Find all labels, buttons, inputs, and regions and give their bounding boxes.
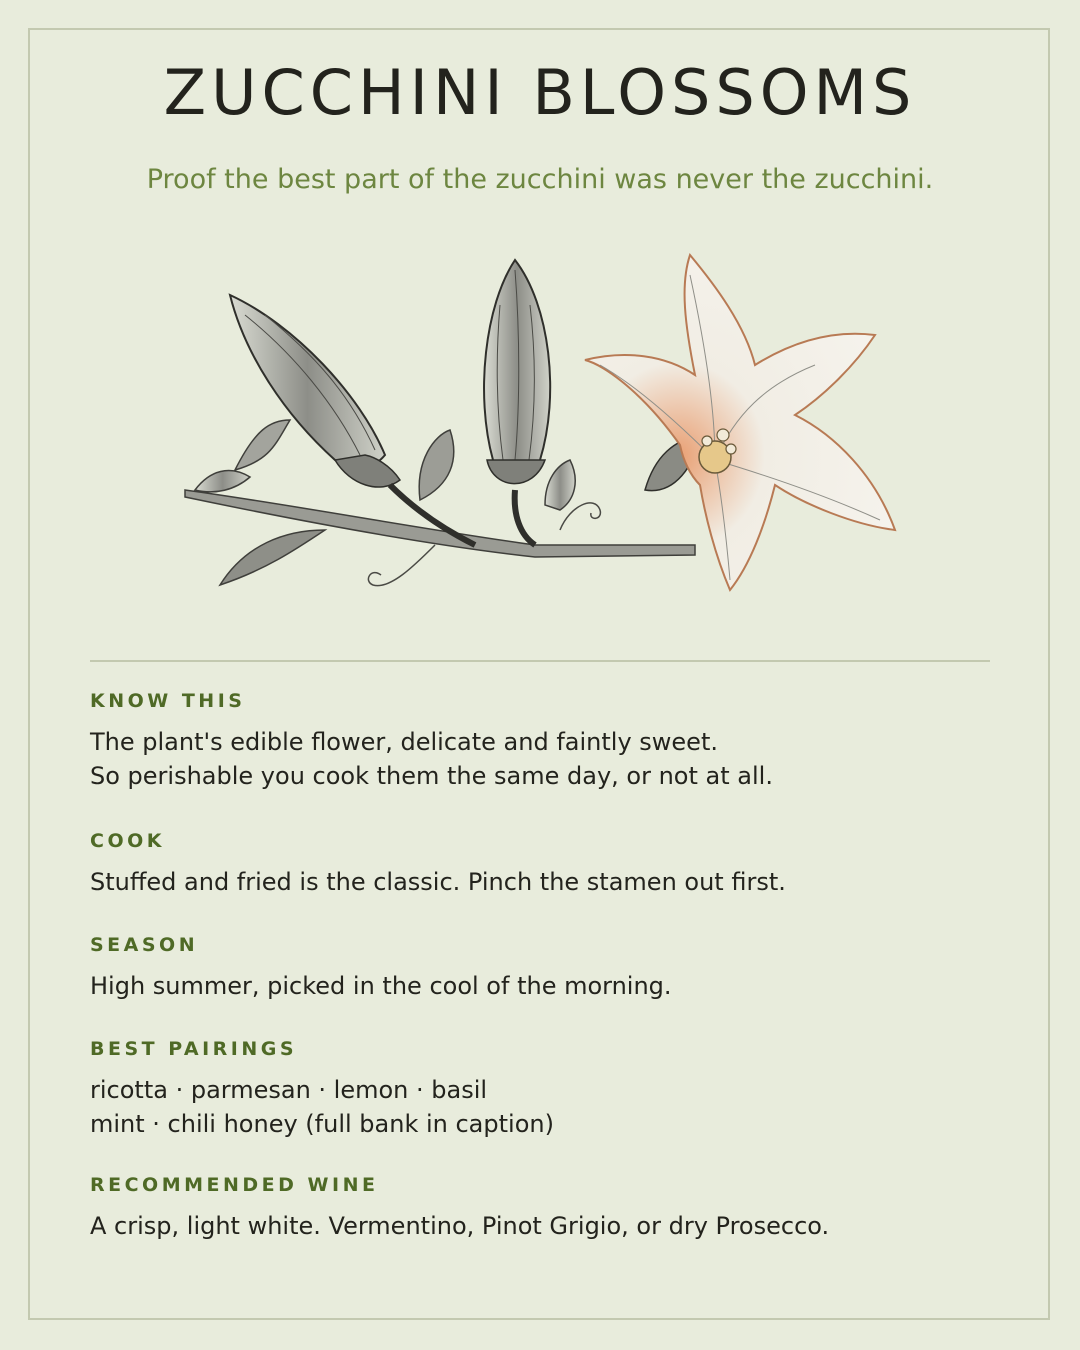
section-line: High summer, picked in the cool of the morning. — [90, 972, 672, 1000]
section-label-recommended-wine: RECOMMENDED WINE — [90, 1174, 379, 1196]
page-subtitle: Proof the best part of the zucchini was never the zucchini. — [146, 164, 934, 195]
section-line: So perishable you cook them the same day, or not at all. — [90, 762, 773, 790]
section-text-know-this — [90, 725, 990, 793]
section-line: The plant's edible flower, delicate and faintly sweet. — [90, 728, 718, 756]
section-text-recommended-wine — [90, 1209, 990, 1243]
section-divider — [90, 660, 990, 662]
section-label-season: SEASON — [90, 934, 199, 956]
section-text-cook — [90, 865, 990, 899]
section-line: ricotta · parmesan · lemon · basil — [90, 1076, 488, 1104]
section-label-know-this: KNOW THIS — [90, 690, 246, 712]
section-line: A crisp, light white. Vermentino, Pinot Grigio, or dry Prosecco. — [90, 1212, 830, 1240]
section-text-season — [90, 969, 990, 1003]
section-label-best-pairings: BEST PAIRINGS — [90, 1038, 298, 1060]
section-line: mint · chili honey (full bank in caption) — [90, 1110, 554, 1138]
section-line: Stuffed and fried is the classic. Pinch the stamen out first. — [90, 868, 786, 896]
page-title: ZUCCHINI BLOSSOMS — [163, 56, 917, 129]
section-text-best-pairings — [90, 1073, 990, 1141]
section-label-cook: COOK — [90, 830, 165, 852]
zucchini-blossom-drawing-icon — [175, 245, 915, 605]
